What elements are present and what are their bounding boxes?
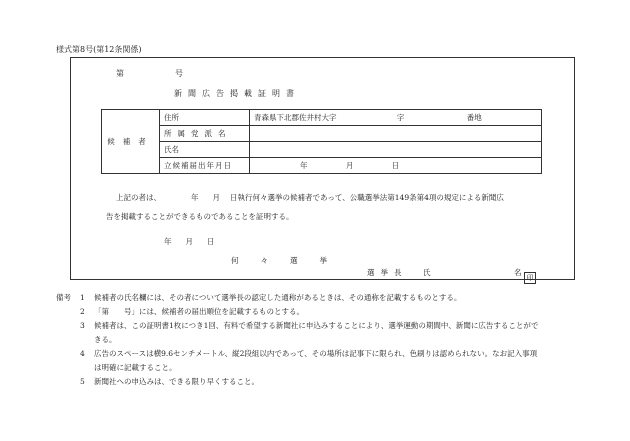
date-line: 年 月 日 (164, 237, 215, 246)
party-label: 所属党派名 (160, 126, 250, 142)
page-title: 新聞広告掲載証明書 (174, 89, 300, 98)
seal-icon: 印 (524, 272, 536, 284)
chair-name-suffix: 氏 (423, 268, 431, 277)
filing-day-label: 日 (391, 161, 400, 170)
name-label-sig: 名 (514, 268, 522, 277)
form-label: 様式第8号(第12条関係) (56, 45, 142, 54)
body-line-1: 上記の者は、 年 月 日執行何々選挙の候補者であって、公職選挙法第149条第4項の規定による新聞広 (116, 193, 504, 202)
table-row (102, 158, 542, 174)
candidate-row-header: 候補者 (102, 110, 160, 174)
committee-name: 何々選挙 (231, 256, 349, 265)
table-row (102, 126, 542, 142)
filing-year-label: 年 (300, 161, 308, 170)
list-item: きる。 (94, 335, 117, 344)
number-suffix: 号 (175, 69, 183, 78)
name-value[interactable] (250, 142, 542, 158)
number-label: 第 (116, 69, 124, 78)
list-item: 備考 1 候補者の氏名欄には、その者について選挙長の認定した通称があるときは、その通称を記載するものとする。 (56, 293, 462, 302)
address-value[interactable] (250, 110, 542, 126)
list-item: 5 新聞社への申込みは、できる限り早くすること。 (80, 377, 259, 386)
list-item: 4 広告のスペースは横9.6センチメートル、縦2段組以内であって、その場所は記事下に限られ、色刷りは認められない。なお記入事項 (80, 349, 538, 358)
address-label-text: 住所 (164, 113, 179, 122)
address-aza-label: 字 (396, 113, 405, 122)
table-row (102, 110, 542, 126)
list-item: は明確に記載すること。 (94, 363, 177, 372)
notes-section (56, 291, 538, 389)
address-value-text: 青森県下北郡佐井村大字 (254, 113, 337, 122)
body-line-2: 告を掲載することができるものであることを証明する。 (106, 212, 294, 221)
seal-box (524, 265, 536, 284)
filing-date-label: 立候補届出年月日 (160, 158, 250, 174)
address-label (160, 110, 250, 126)
party-value[interactable] (250, 126, 542, 142)
table-row (102, 142, 542, 158)
list-item: 2 「第 号」には、候補者の届出順位を記載するものとする。 (80, 307, 304, 316)
filing-month-label: 月 (345, 161, 354, 170)
name-label: 氏名 (160, 142, 250, 158)
list-item: 3 候補者は、この証明書1枚につき1回、有料で希望する新聞社に申込みすることにより、選挙運動の期間中、新聞に広告することがで (80, 321, 539, 330)
chair-title: 選挙長 (367, 268, 408, 277)
candidate-table (101, 109, 542, 174)
filing-date-value[interactable] (250, 158, 542, 174)
address-banchi-label: 番地 (466, 113, 482, 122)
certificate-frame (70, 57, 575, 280)
